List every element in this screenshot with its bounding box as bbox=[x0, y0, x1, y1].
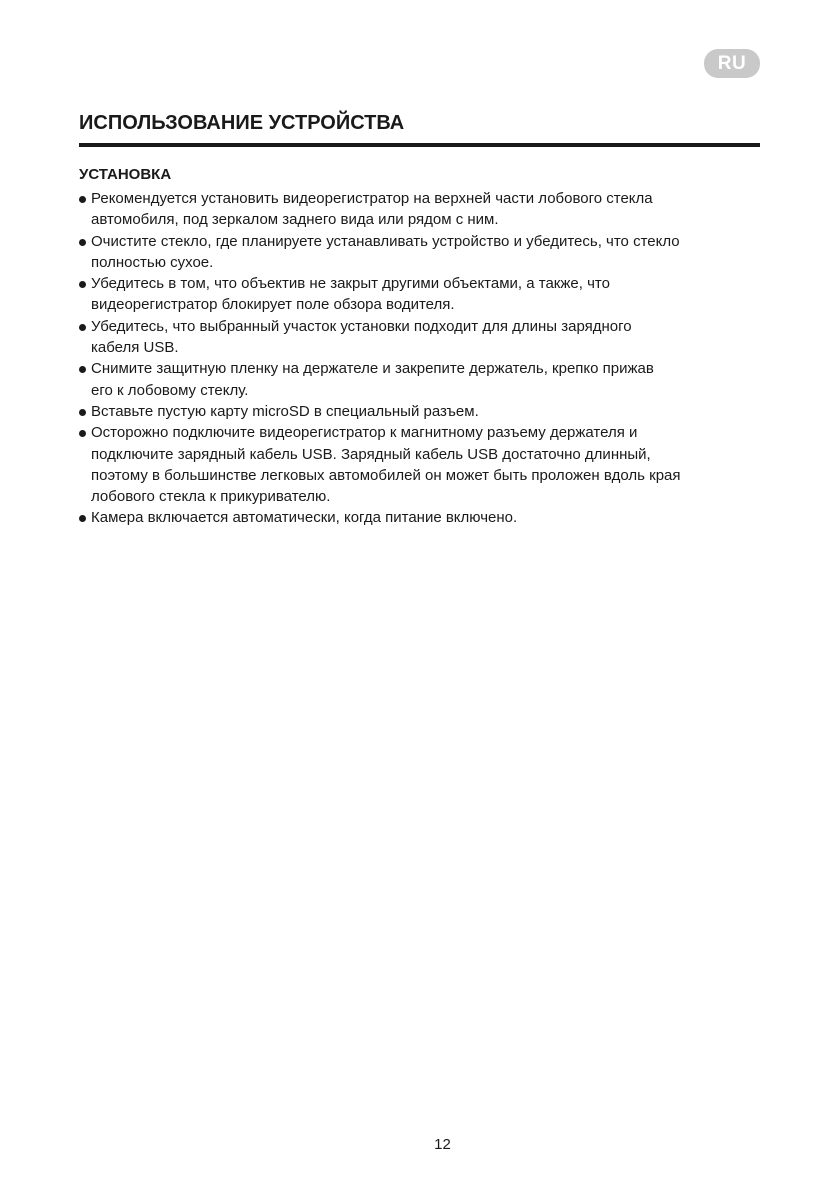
list-item-text: поэтому в большинстве легковых автомобилей он может быть проложен вдоль края bbox=[91, 466, 681, 484]
list-item bbox=[79, 273, 769, 316]
list-item bbox=[79, 188, 769, 231]
section-heading: УСТАНОВКА bbox=[79, 166, 172, 183]
list-item-text: Осторожно подключите видеорегистратор к магнитному разъему держателя и bbox=[91, 424, 638, 442]
bullet-icon bbox=[79, 281, 86, 288]
list-item-text: Снимите защитную пленку на держателе и закрепите держатель, крепко прижав bbox=[91, 360, 654, 378]
list-item bbox=[79, 358, 769, 401]
list-item-text: полностью сухое. bbox=[91, 253, 214, 271]
language-badge: RU bbox=[704, 49, 760, 78]
bullet-icon bbox=[79, 409, 86, 416]
page-title: ИСПОЛЬЗОВАНИЕ УСТРОЙСТВА bbox=[79, 112, 405, 134]
list-item bbox=[79, 507, 769, 528]
list-item-text: подключите зарядный кабель USB. Зарядный кабель USB достаточно длинный, bbox=[91, 445, 651, 463]
list-item bbox=[79, 316, 769, 359]
list-item bbox=[79, 231, 769, 274]
bullet-icon bbox=[79, 515, 86, 522]
bullet-icon bbox=[79, 196, 86, 203]
bullet-icon bbox=[79, 239, 86, 246]
page-number: 12 bbox=[434, 1136, 451, 1153]
list-item-text: Вставьте пустую карту microSD в специальный разъем. bbox=[91, 402, 479, 420]
list-item-text: Убедитесь в том, что объектив не закрыт другими объектами, а также, что bbox=[91, 275, 610, 293]
list-item bbox=[79, 422, 769, 507]
list-item-text: автомобиля, под зеркалом заднего вида или рядом с ним. bbox=[91, 211, 499, 229]
list-item-text: Рекомендуется установить видеорегистратор на верхней части лобового стекла bbox=[91, 190, 653, 207]
list-item-text: кабеля USB. bbox=[91, 339, 179, 357]
list-item-text: Убедитесь, что выбранный участок установки подходит для длины зарядного bbox=[91, 317, 632, 335]
list-item-text: Очистите стекло, где планируете устанавливать устройство и убедитесь, что стекло bbox=[91, 232, 680, 250]
list-item bbox=[79, 401, 769, 422]
title-divider bbox=[79, 143, 760, 147]
list-item-text: видеорегистратор блокирует поле обзора водителя. bbox=[91, 296, 455, 314]
list-item-text: его к лобовому стеклу. bbox=[91, 381, 249, 399]
bullet-icon bbox=[79, 324, 86, 331]
list-item-text: лобового стекла к прикуривателю. bbox=[91, 488, 331, 506]
bullet-icon bbox=[79, 366, 86, 373]
bullet-icon bbox=[79, 430, 86, 437]
installation-steps-list bbox=[79, 188, 769, 529]
list-item-text: Камера включается автоматически, когда питание включено. bbox=[91, 509, 518, 527]
